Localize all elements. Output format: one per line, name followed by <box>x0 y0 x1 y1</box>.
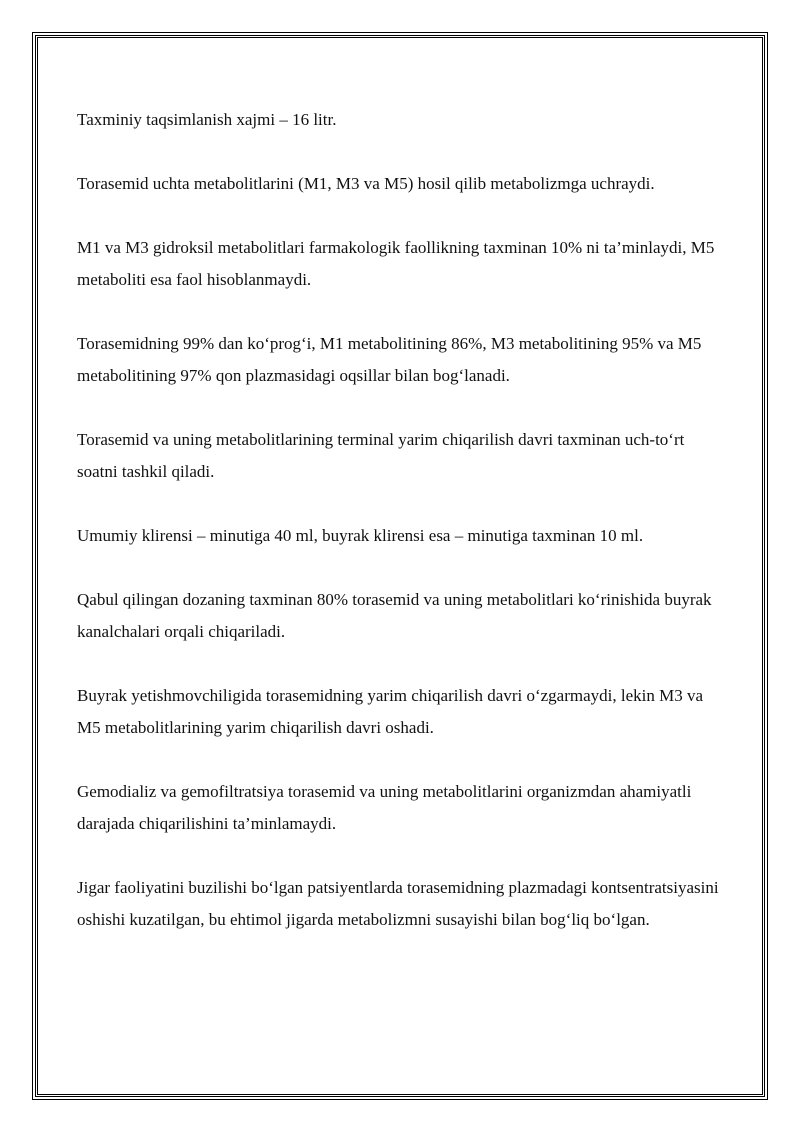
paragraph-clearance: Umumiy klirensi – minutiga 40 ml, buyrak klirensi esa – minutiga taxminan 10 ml. <box>77 526 644 545</box>
paragraph-metabolites: Torasemid uchta metabolitlarini (M1, M3 va M5) hosil qilib metabolizmga uchraydi. <box>77 174 655 193</box>
paragraph-distribution-volume: Taxminiy taqsimlanish xajmi – 16 litr. <box>77 110 337 129</box>
paragraph-hepatic-impairment: Jigar faoliyatini buzilishi bo‘lgan patsiyentlarda torasemidning plazmadagi kontsentratsiyasini oshishi kuzatilgan, bu ehtimol jigarda metabolizmni susayishi bilan bog‘liq bo‘lgan. <box>77 878 719 929</box>
paragraph-half-life: Torasemid va uning metabolitlarining terminal yarim chiqarilish davri taxminan uch-to‘rt soatni tashkil qiladi. <box>77 430 685 481</box>
paragraph-renal-insufficiency: Buyrak yetishmovchiligida torasemidning yarim chiqarilish davri o‘zgarmaydi, lekin M3 va M5 metabolitlarining yarim chiqarilish davri oshadi. <box>77 686 704 737</box>
paragraph-dialysis: Gemodializ va gemofiltratsiya torasemid va uning metabolitlarini organizmdan ahamiyatli darajada chiqarilishini ta’minlamaydi. <box>77 782 692 833</box>
document-body <box>77 104 727 968</box>
paragraph-protein-binding: Torasemidning 99% dan ko‘prog‘i, M1 metabolitining 86%, M3 metabolitining 95% va M5 metabolitining 97% qon plazmasidagi oqsillar bilan bog‘lanadi. <box>77 334 702 385</box>
paragraph-pharmacologic-activity: M1 va M3 gidroksil metabolitlari farmakologik faollikning taxminan 10% ni ta’minlaydi, M5 metaboliti esa faol hisoblanmaydi. <box>77 238 715 289</box>
paragraph-excretion: Qabul qilingan dozaning taxminan 80% torasemid va uning metabolitlari ko‘rinishida buyrak kanalchalari orqali chiqariladi. <box>77 590 712 641</box>
